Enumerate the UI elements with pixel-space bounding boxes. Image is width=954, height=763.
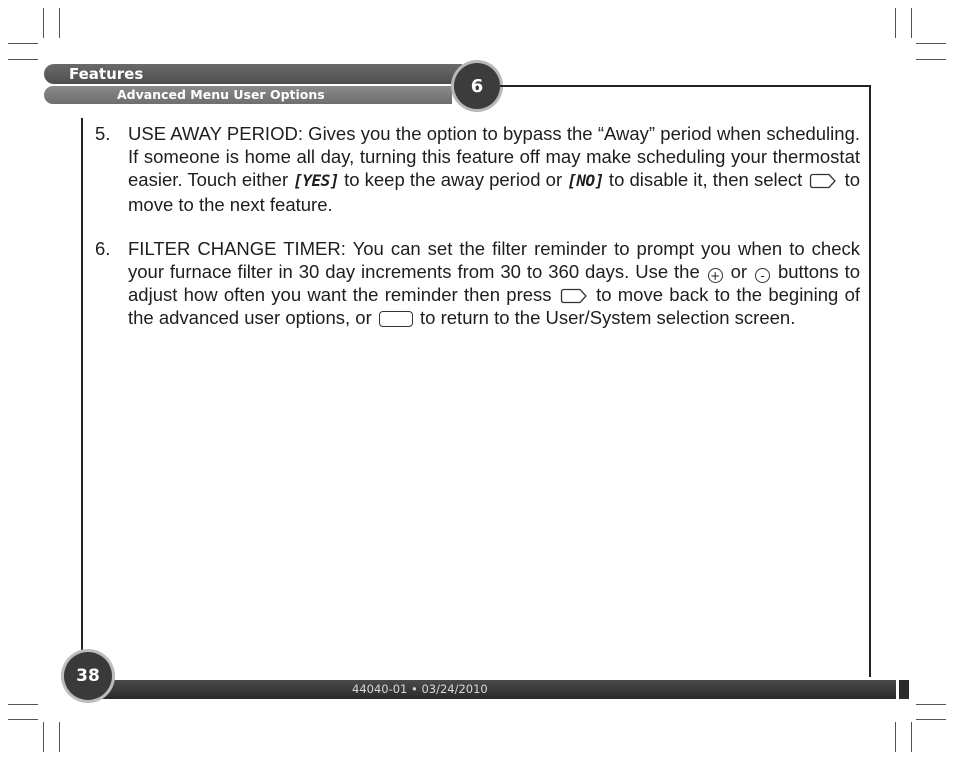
next-arrow-button-icon [809, 173, 837, 189]
crop-mark [8, 59, 38, 60]
crop-mark [911, 8, 912, 38]
frame-line-right [869, 85, 871, 677]
crop-mark [916, 43, 946, 44]
return-button-icon [379, 311, 413, 327]
footer-bar [84, 680, 896, 699]
minus-button-icon: - [755, 268, 770, 283]
crop-mark [43, 722, 44, 752]
subsection-title: Advanced Menu User Options [117, 87, 325, 102]
lcd-no-label: [NO] [567, 171, 604, 191]
text-run: FILTER CHANGE TIMER: You can set the filter reminder to prompt you when to check your furnace filter in 30 day increments from 30 to 360 days. Use the [128, 237, 860, 283]
text-run: to move back to the begining of the advanced user options, or [128, 284, 860, 329]
crop-mark [8, 704, 38, 705]
crop-mark [8, 719, 38, 720]
crop-mark [8, 43, 38, 44]
crop-mark [895, 722, 896, 752]
footer-bar-end [899, 680, 909, 699]
page-content [95, 122, 860, 351]
document-code: 44040-01 • 03/24/2010 [352, 682, 488, 696]
frame-line-top [500, 85, 871, 87]
text-run: to keep the away period or [338, 169, 568, 191]
text-run: to return to the User/System selection screen. [414, 307, 796, 329]
crop-mark [59, 722, 60, 752]
crop-mark [43, 8, 44, 38]
crop-mark [916, 59, 946, 60]
crop-mark [916, 704, 946, 705]
text-run: USE AWAY PERIOD: Gives you the option to bypass the “Away” period when scheduling. If someone is home all day, turning this feature off may make scheduling your thermostat easier. Touch either [128, 123, 860, 191]
plus-button-icon: + [708, 268, 723, 283]
text-run: buttons to adjust how often you want the reminder then press [128, 261, 860, 306]
crop-mark [911, 722, 912, 752]
item-number: 6. [95, 237, 111, 259]
item-number: 5. [95, 123, 111, 144]
crop-mark [59, 8, 60, 38]
crop-mark [916, 719, 946, 720]
text-run: or [724, 261, 754, 283]
section-title: Features [69, 65, 144, 83]
frame-line-left [81, 118, 83, 660]
crop-mark [895, 8, 896, 38]
list-item [95, 122, 860, 216]
chapter-badge: 6 [454, 63, 500, 109]
item-text [128, 237, 860, 330]
page-number-badge: 38 [64, 652, 112, 700]
item-text [128, 122, 860, 216]
list-item [95, 237, 860, 330]
lcd-yes-label: [YES] [293, 171, 339, 191]
next-arrow-button-icon [560, 288, 588, 304]
text-run: to disable it, then select [603, 169, 808, 191]
text-run: to move to the next feature. [128, 169, 860, 215]
